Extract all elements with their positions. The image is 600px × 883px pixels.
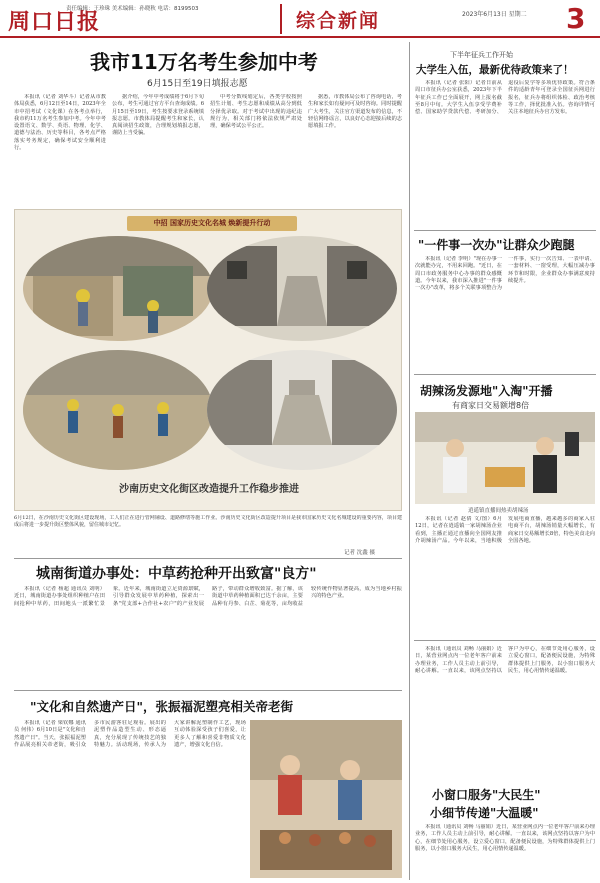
window-headline: 小窗口服务"大民生" (432, 788, 541, 802)
lead-col-4: 据悉，市教体局公布了咨询电话，考生和家长如有疑问可及时咨询。同时提醒广大考生，关注官方渠道发布的信息，不轻信网络谣言，以良好心态迎接后续的志愿填报工作。 (308, 94, 402, 130)
one-body: 本报讯（记者 李明）"现在办事一次就能办完，不用来回跑。"近日，在周口市政务服务中心办事的群众感慨道。今年以来，我市深入推进"一件事一次办"改革，将多个关联事项整合为一件事，实行一次告知、一表申请、一套材料、一窗受理，大幅压减办事环节和时限，企业群众办事满意度持续提升。 (415, 256, 595, 292)
window-body-continued: 本报讯（通讯员 刘畅 马丽娟）近日，某营业网点内一位老年客户前来办理业务，工作人员主动上前引导，耐心讲解。一直以来，该网点坚持以客户为中心，在细节处用心服务，设立爱心窗口，配备便民设施，为特殊群体提供上门服务，以小窗口服务大民生，用心用情传递温暖。 (415, 824, 595, 852)
culture-body: 本报讯（记者 梁钦娜 通讯员 何伟）6月10日是"文化和自然遗产日"。当天，张振福泥塑作品展亮相关帝老街，吸引众多市民游客驻足观看。展出的泥塑作品造型生动、形态逼真，充分展现了传统技艺的独特魅力。活动现场，传承人为大家讲解泥塑制作工艺，现场互动体验深受孩子们喜爱，让更多人了解和喜爱非物质文化遗产，增强文化自信。 (14, 720, 246, 748)
herbs-headline: 城南街道办事处：中草药抢种开出致富"良方" (36, 566, 317, 582)
grad-body: 本报讯（记者 张阳）记者日前从周口市征兵办公室获悉，2023年下半年征兵工作已全面展开，网上报名截至8月中旬。大学生入伍享受学费补偿、国家助学贷款代偿、考研加分、退役后复学等多项优待政策。符合条件的适龄青年可登录全国征兵网进行报名，征兵办将组织体检、政治考核等工作，择优批准入伍。咨询详情可关注本地征兵办官方发布。 (415, 80, 595, 116)
soup-headline: 胡辣汤发源地"入淘"开播 (420, 384, 553, 398)
photo-banner: 中招 国家历史文化名城 焕新提升行动 (127, 216, 297, 231)
soup-body: 本报讯（记者 赵倩 文/图）6月12日，记者在逍遥镇一家胡辣汤企业看到，主播正通过直播向全国网友推介胡辣汤产品。今年以来，当地积极发展电商直播，越来越多的商家入驻电商平台，胡辣汤销量大幅增长，有商家日交易额增长8倍，特色美食走向全国各地。 (415, 516, 595, 544)
photo-street-right (207, 350, 397, 470)
one-headline: "一件事一次办"让群众少跑腿 (418, 238, 575, 252)
lead-col-3: 中考分数线划定后，各类学校按照招生计划、考生志愿和成绩从高分到低分择优录取。对于考试中出现的违纪违规行为，相关部门将依法依规严肃处理，确保考试公平公正。 (210, 94, 302, 130)
lead-headline: 我市11万名考生参加中考 (90, 50, 318, 74)
divider-soup (414, 374, 596, 375)
soup-photo-credit: 逍遥镇直播间热卖胡辣汤 (468, 508, 529, 514)
photo-caption-title: 沙南历史文化街区改造提升工作稳步推进 (119, 484, 299, 495)
lead-col-1: 本报讯（记者 刘华斗）记者从市教体局获悉，6月12日至14日，2023年全市中招考试（文化课）在各考点举行，我市约11万名考生参加中考。今年中考设置语文、数学、英语、物理、化学、道德与法治、历史等科目，各考点严格落实考务规定，确保考试安全顺利进行。 (14, 94, 106, 152)
section-title: 综合新闻 (296, 10, 381, 32)
divider-one (414, 230, 596, 231)
photo-feature (14, 209, 402, 511)
grad-kicker: 下半年征兵工作开始 (450, 51, 513, 59)
photo-credit: 记者 沈鑫 摄 (344, 550, 375, 556)
photo-clay-figures (250, 720, 402, 878)
photo-construction-left (23, 236, 213, 341)
lead-col-2: 据介绍，今年中考成绩将于6月下旬公布，考生可通过官方平台查询成绩。6月15日至19日，考生按要求登录系统填报志愿。市教体局提醒考生和家长，认真阅读招生政策，合理规划填报志愿，谨防上当受骗。 (112, 94, 204, 137)
lead-subtitle: 6月15日至19日填报志愿 (147, 79, 248, 89)
column-divider (409, 42, 410, 880)
divider-culture (14, 690, 402, 691)
soup-subtitle: 有商家日交易额增8倍 (452, 401, 530, 410)
divider-herbs (14, 558, 402, 559)
issue-date: 2023年6月13日 星期二 (462, 11, 527, 18)
photo-workers-left (23, 350, 213, 470)
masthead (0, 0, 600, 38)
window-subtitle: 小细节传递"大温暖" (430, 806, 539, 820)
divider-window (414, 640, 596, 641)
section-divider (280, 4, 282, 34)
staff-line: 责任编辑：王珍珠 美术编辑：孙晓秋 电话：8199503 (66, 6, 199, 12)
culture-headline: "文化和自然遗产日"，张振福泥塑亮相关帝老街 (30, 699, 294, 714)
photo-caption: 6月12日，在沙南历史文化街区建设现场，工人们正在进行管网铺设、道路修缮等施工作业。沙南历史文化街区改造提升项目是我市国家历史文化名城建设的重要内容，项目建成后将进一步提升街区整体风貌，留住城市记忆。 (14, 515, 402, 528)
photo-alley-right (207, 236, 397, 341)
herbs-body: 本报讯（记者 杨超 通讯员 刘明）近日，城南街道办事处组织种植户在田间抢种中草药，田间地头一派繁忙景象。近年来，城南街道立足资源禀赋，引导群众发展中草药种植，探索出一条"党支部+合作社+农户"的产业发展路子，带动群众增收致富。据了解，该街道中草药种植面积已达千余亩，主要品种有丹参、白芷、菊花等，亩均收益较传统作物显著提高，成为当地乡村振兴的特色产业。 (14, 586, 402, 607)
page-number: 3 (566, 2, 586, 35)
grad-headline: 大学生入伍，最新优待政策来了！ (416, 64, 574, 76)
window-body: 本报讯（通讯员 刘畅 马丽娟）近日，某营业网点内一位老年客户前来办理业务，工作人员主动上前引导，耐心讲解。一直以来，该网点坚持以客户为中心，在细节处用心服务，设立爱心窗口，配备便民设施，为特殊群体提供上门服务，以小窗口服务大民生，用心用情传递温暖。 (415, 646, 595, 674)
photo-livestream (415, 412, 595, 504)
newspaper-logo: 周口日报 (8, 9, 101, 35)
